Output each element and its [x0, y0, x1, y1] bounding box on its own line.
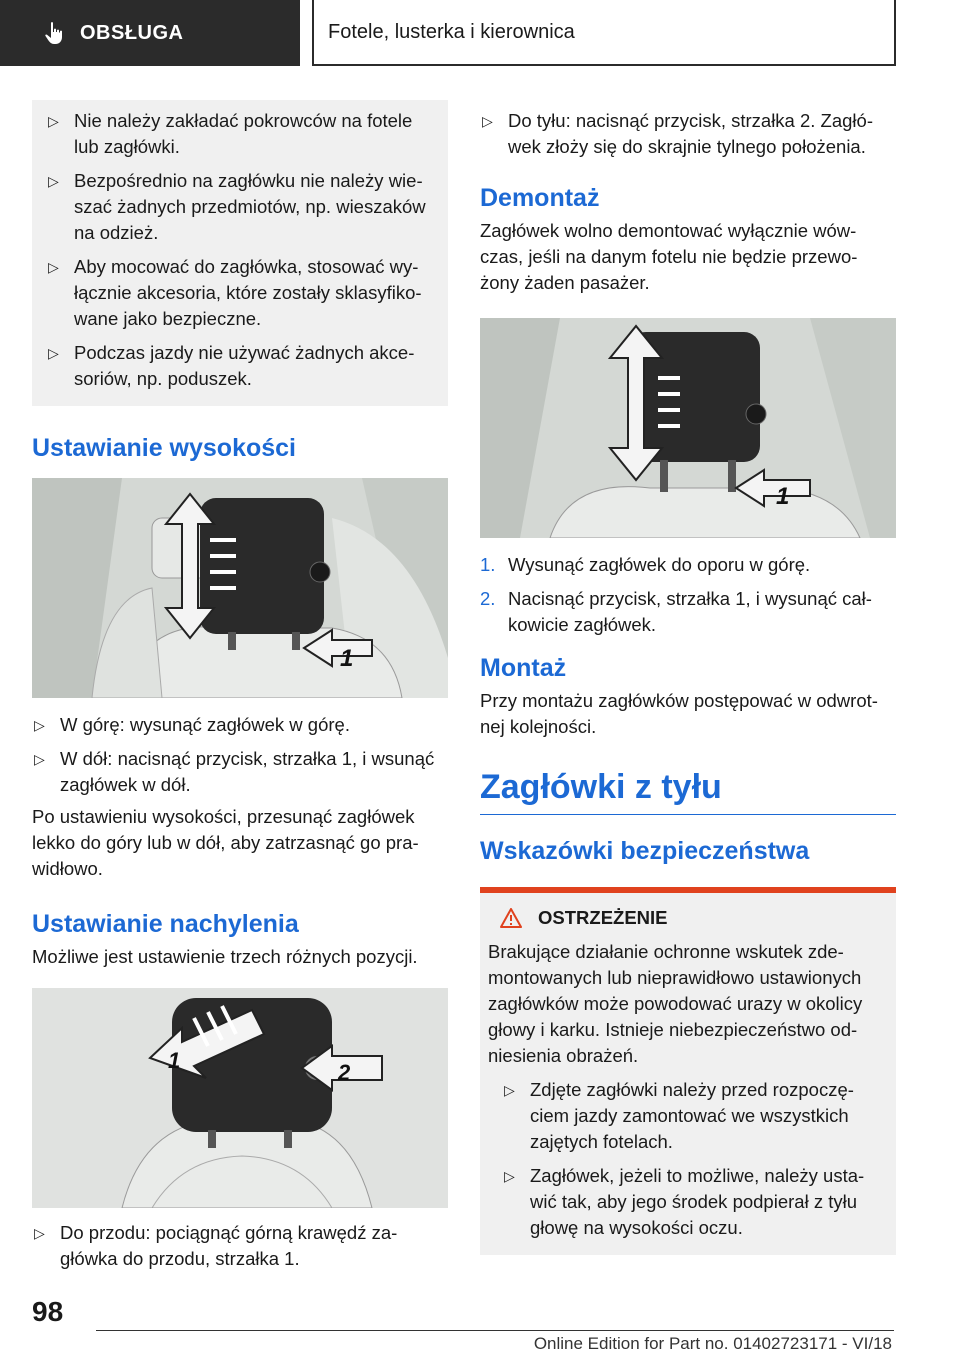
title-divider: [480, 814, 896, 815]
list-item: 1. Wysunąć zagłówek do oporu w górę.: [480, 554, 811, 575]
list-item: 2. Nacisnąć przycisk, strzałka 1, i wysunąć cał-kowicie zagłówek.: [480, 588, 872, 635]
list-item: ▷ Do tyłu: nacisnąć przycisk, strzałka 2. Zagłó-wek złoży się do skrajnie tylnego położenia.: [482, 110, 873, 157]
list-item: ▷ Bezpośrednio na zagłówku nie należy wie-szać żadnych przedmiotów, np. wieszaków na odzież.: [48, 170, 426, 243]
warning-box: [480, 887, 896, 1255]
arrow-label: 1: [168, 1048, 181, 1073]
list-item: ▷ Zdjęte zagłówki należy przed rozpoczę-ciem jazdy zamontować we wszystkich zajętych fotelach.: [504, 1079, 854, 1152]
rear-headrests-title: Zagłówki z tyłu: [480, 768, 722, 806]
chapter-title-box: [312, 0, 896, 66]
triangle-right-icon: ▷: [34, 717, 45, 733]
list-item: ▷ Zagłówek, jeżeli to możliwe, należy usta-wić tak, aby jego środek podpierał z tyłu głowę na wysokości oczu.: [504, 1165, 865, 1238]
triangle-right-icon: ▷: [48, 113, 59, 129]
triangle-right-icon: ▷: [48, 173, 59, 189]
warning-title-row: [500, 907, 880, 929]
list-item: ▷ Podczas jazdy nie używać żadnych akce-soriów, np. poduszek.: [48, 342, 415, 389]
headrest-removal-figure: [480, 318, 896, 538]
triangle-right-icon: ▷: [482, 113, 493, 129]
tilt-paragraph: Możliwe jest ustawienie trzech różnych pozycji.: [32, 946, 418, 967]
tilt-heading: Ustawianie nachylenia: [32, 910, 299, 938]
removal-heading: Demontaż: [480, 184, 600, 212]
footer-edition: Online Edition for Part no. 01402723171 - VI/18: [533, 1334, 892, 1353]
chapter-title: Fotele, lusterka i kierownica: [328, 20, 575, 43]
footer-divider: [96, 1330, 894, 1331]
rear-safety-heading: Wskazówki bezpieczeństwa: [480, 837, 810, 865]
triangle-right-icon: ▷: [48, 345, 59, 361]
section-label: OBSŁUGA: [80, 21, 184, 44]
headrest-tilt-figure: [32, 988, 448, 1208]
warning-text: Brakujące działanie ochronne wskutek zde-montowanych lub nieprawidłowo ustawionych zagłówków może powodować urazy w okolicy głowy i karku. Istnieje niebezpieczeństwo od-niesienia obrażeń.: [488, 941, 863, 1066]
triangle-right-icon: ▷: [48, 259, 59, 275]
list-item: ▷ W górę: wysunąć zagłówek w górę.: [32, 712, 448, 738]
height-paragraph: Po ustawieniu wysokości, przesunąć zagłówek lekko do góry lub w dół, aby zatrzasnąć go pra-widłowo.: [32, 806, 419, 879]
warning-triangle-icon: [500, 908, 522, 928]
headrest-height-figure: [32, 478, 448, 698]
height-heading: Ustawianie wysokości: [32, 434, 297, 462]
mount-paragraph: Przy montażu zagłówków postępować w odwrot-nej kolejności.: [480, 690, 878, 737]
page-header: [0, 0, 960, 66]
arrow-label: 1: [776, 483, 790, 510]
left-column: [32, 100, 448, 1272]
safety-notes-box: [32, 100, 448, 406]
triangle-right-icon: ▷: [504, 1082, 515, 1098]
triangle-right-icon: ▷: [34, 1225, 45, 1241]
mount-heading: Montaż: [480, 654, 567, 682]
triangle-right-icon: ▷: [34, 751, 45, 767]
warning-title: OSTRZEŻENIE: [538, 907, 668, 928]
page-number: 98: [32, 1296, 64, 1327]
triangle-right-icon: ▷: [504, 1168, 515, 1184]
list-item: ▷ Nie należy zakładać pokrowców na fotele lub zagłówki.: [48, 110, 413, 157]
arrow-label: 2: [338, 1060, 351, 1085]
right-column: [480, 100, 896, 1255]
arrow-label: 1: [340, 645, 354, 672]
list-item: ▷ W dół: nacisnąć przycisk, strzałka 1, i wsunąć zagłówek w dół.: [34, 748, 435, 795]
list-item: ▷ Do przodu: pociągnąć górną krawędź za-główka do przodu, strzałka 1.: [34, 1222, 398, 1269]
section-tab[interactable]: [0, 0, 300, 66]
list-item: ▷ Aby mocować do zagłówka, stosować wy-łącznie akcesoria, które zostały sklasyfiko-wane jako bezpieczne.: [48, 256, 422, 329]
removal-paragraph: Zagłówek wolno demontować wyłącznie wów-czas, jeśli na danym fotelu nie będzie przewo-żony żaden pasażer.: [480, 220, 858, 293]
hand-pointer-icon: [42, 20, 68, 46]
